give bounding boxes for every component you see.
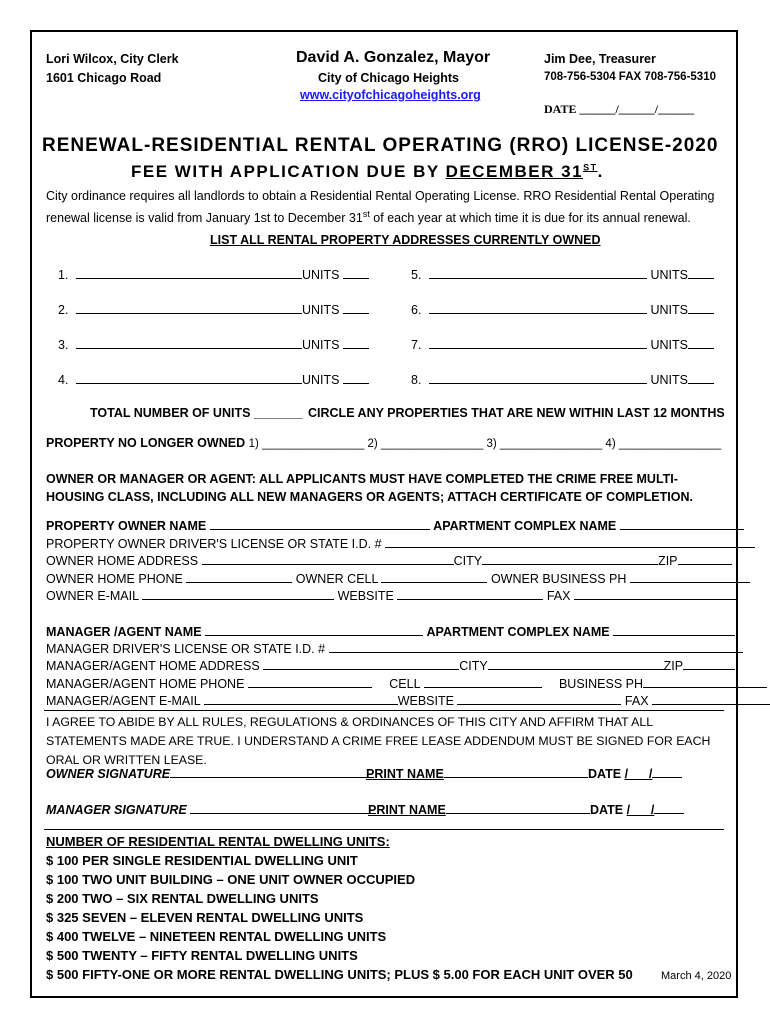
due-prefix: FEE WITH APPLICATION DUE BY — [131, 162, 446, 181]
manager-complex-input[interactable] — [613, 624, 735, 636]
manager-print-input[interactable] — [446, 802, 590, 814]
units-input[interactable] — [688, 267, 714, 279]
units-input[interactable] — [343, 302, 369, 314]
crime-free-note: OWNER OR MANAGER OR AGENT: ALL APPLICANTS MUST HAVE COMPLETED THE CRIME FREE MULTI-HOUSING CLASS, INCLUDING ALL NEW MANAGERS OR AGENTS; ATTACH CERTIFICATE OF COMPLETION. — [46, 472, 693, 504]
address-input[interactable] — [76, 267, 302, 279]
owner-address-label: OWNER HOME ADDRESS — [46, 554, 199, 568]
no-longer-owned-row[interactable] — [46, 436, 721, 450]
units-input[interactable] — [688, 372, 714, 384]
owner-print-row[interactable] — [366, 766, 588, 781]
manager-signature-input[interactable] — [190, 802, 376, 814]
manager-license-row[interactable] — [46, 641, 743, 656]
manager-date-input[interactable]: / / — [626, 803, 655, 817]
fee-item: $ 100 TWO UNIT BUILDING – ONE UNIT OWNER OCCUPIED — [46, 872, 416, 887]
owner-fax-label: FAX — [546, 589, 571, 603]
units-input[interactable] — [688, 302, 714, 314]
address-input[interactable] — [429, 337, 647, 349]
manager-email-input[interactable] — [204, 693, 398, 705]
units-label: UNITS — [650, 303, 688, 317]
address-row[interactable] — [411, 372, 714, 387]
owner-business-label: OWNER BUSINESS PH — [490, 572, 627, 586]
units-input[interactable] — [343, 337, 369, 349]
owner-date-row[interactable] — [588, 766, 682, 781]
owner-fax-input[interactable] — [574, 588, 738, 600]
units-label: UNITS — [302, 303, 340, 317]
due-date-line — [131, 162, 604, 182]
owner-email-label: OWNER E-MAIL — [46, 589, 139, 603]
units-label: UNITS — [302, 268, 340, 282]
owner-zip-label: ZIP — [658, 554, 678, 568]
manager-business-label: BUSINESS PH — [558, 677, 644, 691]
no-longer-owned-label: PROPERTY NO LONGER OWNED — [46, 436, 246, 450]
manager-city-label: CITY — [459, 659, 488, 673]
fee-item: $ 400 TWELVE – NINETEEN RENTAL DWELLING UNITS — [46, 929, 387, 944]
owner-website-input[interactable] — [397, 588, 543, 600]
manager-address-row[interactable] — [46, 658, 735, 673]
address-input[interactable] — [76, 372, 302, 384]
manager-fax-label: FAX — [624, 694, 649, 708]
manager-email-row[interactable] — [46, 693, 770, 708]
owner-zip-input[interactable] — [678, 553, 732, 565]
row-number: 5. — [411, 268, 422, 282]
owner-license-row[interactable] — [46, 536, 755, 551]
manager-date-row[interactable] — [590, 802, 684, 817]
owner-email-input[interactable] — [142, 588, 334, 600]
manager-complex-label: APARTMENT COMPLEX NAME — [426, 625, 610, 639]
row-number: 1. — [58, 268, 69, 282]
owner-cell-label: OWNER CELL — [295, 572, 378, 586]
owner-name-label: PROPERTY OWNER NAME — [46, 519, 207, 533]
row-number: 7. — [411, 338, 422, 352]
units-label: UNITS — [650, 373, 688, 387]
owner-date-label: DATE — [588, 767, 622, 781]
phone-fax: 708-756-5304 FAX 708-756-5310 — [544, 71, 716, 83]
due-date: DECEMBER 31 — [445, 162, 584, 181]
address-row[interactable] — [58, 372, 369, 387]
address-list-heading: LIST ALL RENTAL PROPERTY ADDRESSES CURRENTLY OWNED — [210, 233, 601, 247]
manager-license-label: MANAGER DRIVER'S LICENSE OR STATE I.D. # — [46, 642, 326, 656]
divider — [44, 829, 724, 830]
city-name: City of Chicago Heights — [318, 71, 459, 85]
owner-date-year[interactable] — [652, 766, 682, 778]
owner-license-input[interactable] — [385, 536, 755, 548]
address-row[interactable] — [411, 302, 714, 317]
owner-phone-label: OWNER HOME PHONE — [46, 572, 183, 586]
intro-text: City ordinance requires all landlords to obtain a Residential Rental Operating License. RRO Residential Rental Operating renewal license is valid from January 1st to December 31 — [46, 189, 715, 226]
owner-name-input[interactable] — [210, 518, 430, 530]
manager-phone-row[interactable] — [46, 676, 767, 691]
manager-fax-input[interactable] — [652, 693, 770, 705]
owner-city-input[interactable] — [482, 553, 658, 565]
treasurer-name: Jim Dee, Treasurer — [544, 52, 656, 66]
owner-phone-input[interactable] — [186, 571, 292, 583]
owner-business-input[interactable] — [630, 571, 750, 583]
units-input[interactable] — [343, 267, 369, 279]
owner-email-row[interactable] — [46, 588, 738, 603]
owner-cell-input[interactable] — [381, 571, 487, 583]
units-label: UNITS — [302, 373, 340, 387]
manager-city-input[interactable] — [488, 658, 664, 670]
units-label: UNITS — [302, 338, 340, 352]
owner-address-row[interactable] — [46, 553, 732, 568]
owner-signature-label: OWNER SIGNATURE — [46, 767, 171, 781]
fee-item: $ 500 FIFTY-ONE OR MORE RENTAL DWELLING UNITS; PLUS $ 5.00 FOR EACH UNIT OVER 50 — [46, 967, 633, 982]
owner-phone-row[interactable] — [46, 571, 750, 586]
manager-website-label: WEBSITE — [397, 694, 454, 708]
total-units-field[interactable]: TOTAL NUMBER OF UNITS _______ — [90, 406, 303, 420]
manager-date-label: DATE — [590, 803, 624, 817]
manager-print-label: PRINT NAME — [368, 803, 446, 817]
units-label: UNITS — [650, 338, 688, 352]
manager-license-input[interactable] — [329, 641, 743, 653]
revision-date: March 4, 2020 — [661, 970, 732, 982]
divider — [44, 710, 724, 711]
intro-end: of each year at which time it is due for its annual renewal. — [369, 211, 691, 226]
fee-item: $ 325 SEVEN – ELEVEN RENTAL DWELLING UNITS — [46, 910, 364, 925]
owner-signature-row[interactable] — [46, 766, 374, 781]
manager-business-input[interactable] — [643, 676, 767, 688]
address-input[interactable] — [76, 337, 302, 349]
manager-zip-label: ZIP — [663, 659, 684, 673]
manager-print-row[interactable] — [368, 802, 590, 817]
fee-heading: NUMBER OF RESIDENTIAL RENTAL DWELLING UNITS: — [46, 834, 390, 849]
manager-name-input[interactable] — [205, 624, 423, 636]
fee-item: $ 500 TWENTY – FIFTY RENTAL DWELLING UNITS — [46, 948, 358, 963]
address-input[interactable] — [76, 302, 302, 314]
row-number: 8. — [411, 373, 422, 387]
owner-address-input[interactable] — [202, 553, 454, 565]
manager-cell-input[interactable] — [424, 676, 542, 688]
address-row[interactable] — [58, 337, 369, 352]
row-number: 4. — [58, 373, 69, 387]
intro-sup: st — [362, 209, 370, 219]
owner-license-label: PROPERTY OWNER DRIVER'S LICENSE OR STATE I.D. # — [46, 537, 382, 551]
manager-website-input[interactable] — [457, 693, 621, 705]
due-date-sup: ST — [583, 162, 598, 173]
manager-zip-input[interactable] — [683, 658, 735, 670]
row-number: 3. — [58, 338, 69, 352]
owner-name-row[interactable] — [46, 518, 744, 533]
city-website-link[interactable]: www.cityofchicagoheights.org — [300, 88, 481, 102]
manager-address-input[interactable] — [263, 658, 459, 670]
manager-email-label: MANAGER/AGENT E-MAIL — [46, 694, 201, 708]
manager-date-year[interactable] — [654, 802, 684, 814]
units-input[interactable] — [688, 337, 714, 349]
owner-print-label: PRINT NAME — [366, 767, 444, 781]
manager-phone-label: MANAGER/AGENT HOME PHONE — [46, 677, 245, 691]
address-row[interactable] — [411, 337, 714, 352]
manager-signature-label: MANAGER SIGNATURE — [46, 803, 187, 817]
clerk-name: Lori Wilcox, City Clerk — [46, 52, 179, 66]
address-input[interactable] — [429, 267, 647, 279]
row-number: 6. — [411, 303, 422, 317]
units-input[interactable] — [343, 372, 369, 384]
manager-phone-input[interactable] — [248, 676, 372, 688]
units-label: UNITS — [650, 268, 688, 282]
address-row[interactable] — [58, 302, 369, 317]
address-input[interactable] — [429, 302, 647, 314]
owner-signature-input[interactable] — [170, 766, 374, 778]
owner-print-input[interactable] — [444, 766, 588, 778]
address-row[interactable] — [58, 267, 369, 282]
due-end: . — [597, 162, 604, 181]
manager-cell-label: CELL — [389, 677, 421, 691]
manager-signature-row[interactable] — [46, 802, 376, 817]
form-title: RENEWAL-RESIDENTIAL RENTAL OPERATING (RRO) LICENSE-2020 — [42, 135, 719, 156]
address-input[interactable] — [429, 372, 647, 384]
fee-item: $ 100 PER SINGLE RESIDENTIAL DWELLING UNIT — [46, 853, 358, 868]
owner-website-label: WEBSITE — [337, 589, 394, 603]
manager-name-label: MANAGER /AGENT NAME — [46, 625, 202, 639]
date-field[interactable]: DATE ______/______/______ — [544, 102, 695, 116]
owner-complex-label: APARTMENT COMPLEX NAME — [433, 519, 617, 533]
manager-address-label: MANAGER/AGENT HOME ADDRESS — [46, 659, 260, 673]
manager-name-row[interactable] — [46, 624, 735, 639]
row-number: 2. — [58, 303, 69, 317]
address-row[interactable] — [411, 267, 714, 282]
intro-paragraph — [46, 187, 736, 227]
clerk-address: 1601 Chicago Road — [46, 71, 162, 85]
mayor-name: David A. Gonzalez, Mayor — [296, 49, 491, 66]
circle-new-note: CIRCLE ANY PROPERTIES THAT ARE NEW WITHIN LAST 12 MONTHS — [308, 406, 725, 420]
no-longer-owned-blanks[interactable]: 1) ________________ 2) ________________ 3) ________________ 4) ________________ — [248, 438, 722, 450]
agreement-text: I AGREE TO ABIDE BY ALL RULES, REGULATIONS & ORDINANCES OF THIS CITY AND AFFIRM THAT ALL STATEMENTS MADE ARE TRUE. I UNDERSTAND A CRIME FREE LEASE ADDENDUM MUST BE SIGNED FOR EACH ORAL OR WRITTEN LEASE. — [46, 715, 711, 767]
fee-item: $ 200 TWO – SIX RENTAL DWELLING UNITS — [46, 891, 319, 906]
owner-complex-input[interactable] — [620, 518, 744, 530]
owner-city-label: CITY — [453, 554, 483, 568]
owner-date-input[interactable]: / / — [624, 767, 653, 781]
